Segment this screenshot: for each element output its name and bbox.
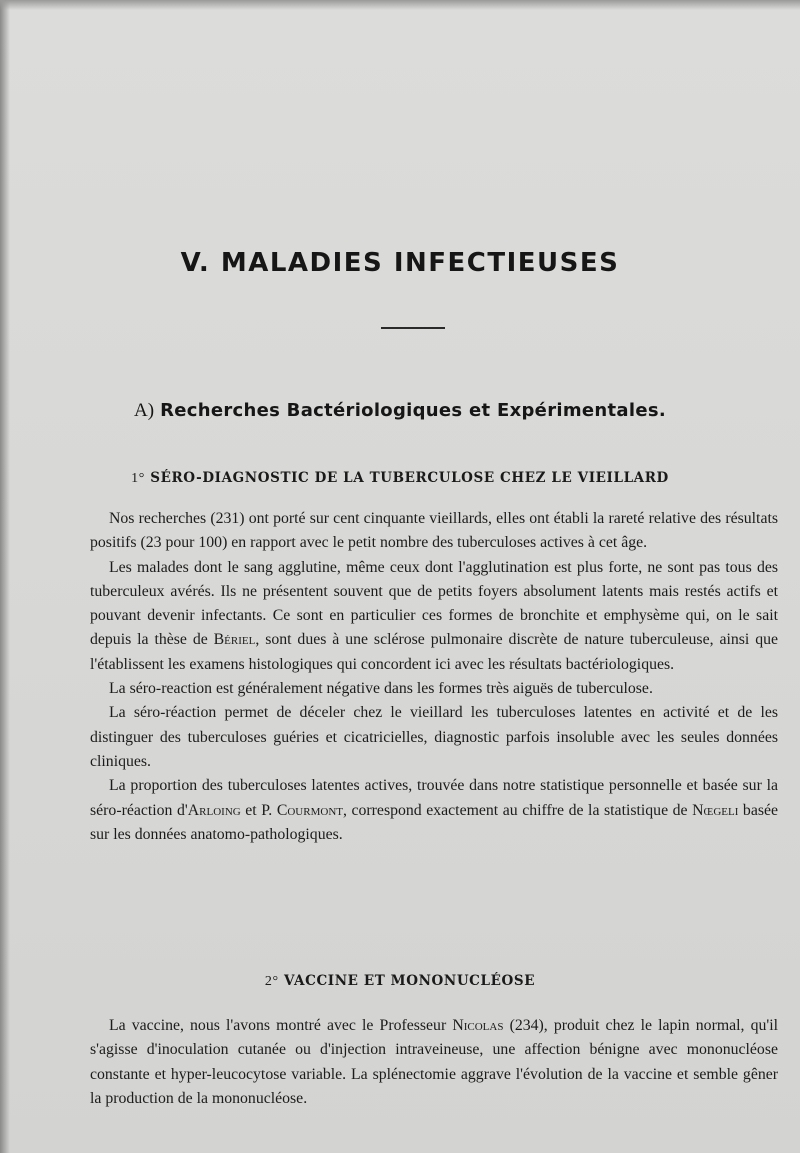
section-label: A) [134, 400, 155, 421]
chapter-title: V. MALADIES INFECTIEUSES [180, 248, 620, 278]
paragraph-text: basée sur les données anatomo-pathologiques. [90, 801, 779, 843]
paragraph [90, 774, 778, 847]
author-name: Arloing [187, 801, 241, 819]
paragraph: La séro-reaction est généralement négative dans les formes très aiguës de tuberculose. [109, 680, 653, 698]
subsection-body-2 [90, 1014, 778, 1111]
section-title: Recherches Bactériologiques et Expérimentales. [160, 400, 666, 421]
paragraph-text: et P. [240, 801, 277, 819]
author-name: Courmont [276, 801, 343, 819]
paragraph-text: La proportion des tuberculoses latentes actives, trouvée dans notre statistique personnelle et basée sur la séro-réaction d' [90, 777, 778, 819]
paragraph-text: Les malades dont le sang agglutine, même ceux dont l'agglutination est plus forte, ne sont pas tous des tuberculeux avérés. Ils ne présentent souvent que de petits foyers absolument latents mais restés actifs et pouvant devenir infectants. Ce sont en particulier ces formes de bronchite et emphysème qui, on le sait depuis la thèse de [90, 558, 778, 649]
subsection-title: VACCINE ET MONONUCLÉOSE [284, 973, 536, 989]
author-name: Nicolas [452, 1017, 504, 1034]
title-divider [381, 327, 445, 329]
author-name: Bériel [213, 631, 256, 649]
paragraph-text: , sont dues à une sclérose pulmonaire discrète de nature tuberculeuse, ainsi que l'établissent les examens histologiques qui concordent ici avec les résultats bactériologiques. [90, 631, 778, 673]
subsection-heading-1 [0, 470, 800, 487]
subsection-number: 1° [131, 471, 145, 486]
subsection-title: SÉRO-DIAGNOSTIC DE LA TUBERCULOSE CHEZ LE VIEILLARD [150, 470, 669, 486]
author-name: Nœgeli [692, 801, 739, 819]
paragraph-text: , correspond exactement au chiffre de la statistique de [342, 801, 693, 819]
page-top-shadow [0, 0, 800, 10]
section-heading [0, 400, 800, 422]
paragraph [90, 556, 778, 677]
paragraph-text: La vaccine, nous l'avons montré avec le Professeur [109, 1017, 453, 1034]
paragraph [90, 1014, 778, 1111]
subsection-heading-2 [0, 973, 800, 990]
paragraph: La séro-réaction permet de déceler chez le vieillard les tuberculoses latentes en activité et de les distinguer des tuberculoses guéries et cicatricielles, diagnostic parfois insoluble avec les seules données cliniques. [90, 704, 778, 770]
paragraph-text: (234), produit chez le lapin normal, qu'il s'agisse d'inoculation cutanée ou d'injection intraveineuse, une affection bénigne avec mononucléose constante et hyper-leucocytose variable. La splénectomie aggrave l'évolution de la vaccine et semble gêner la production de la mononucléose. [90, 1017, 778, 1107]
paragraph: Nos recherches (231) ont porté sur cent cinquante vieillards, elles ont établi la rareté relative des résultats positifs (23 pour 100) en rapport avec le petit nombre des tuberculoses actives à cet âge. [90, 510, 778, 552]
subsection-body-1 [90, 507, 778, 847]
subsection-number: 2° [264, 974, 279, 989]
